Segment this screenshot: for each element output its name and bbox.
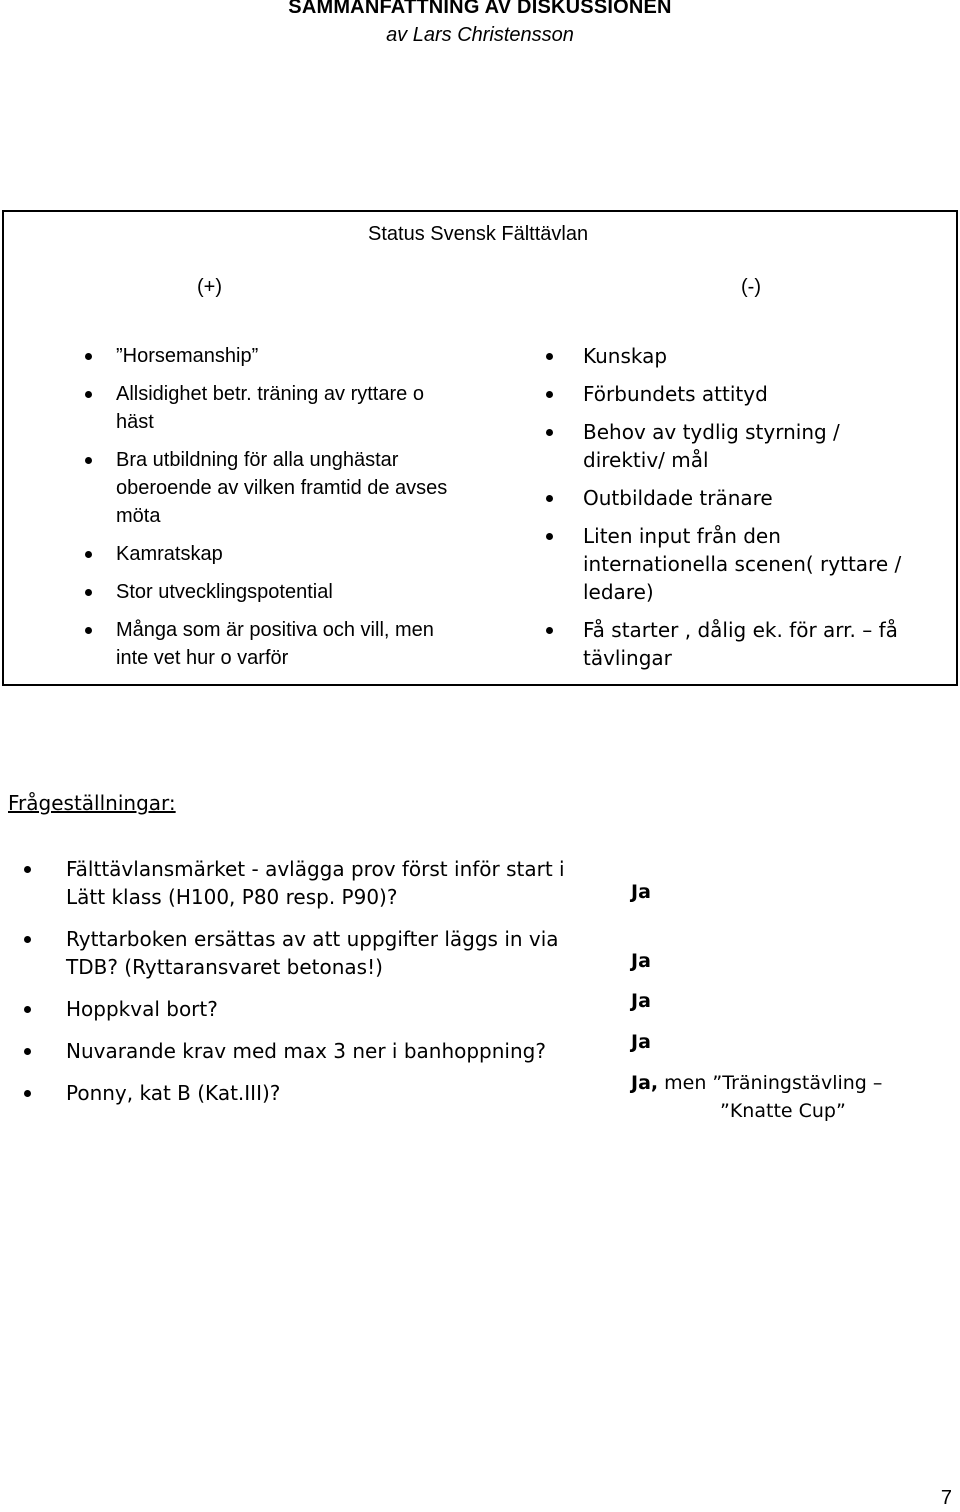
question-item: Nuvarande krav med max 3 ner i banhoppning? (66, 1037, 586, 1065)
questions-heading: Frågeställningar: (8, 791, 176, 815)
plus-list-item: ”Horsemanship” (116, 342, 466, 370)
document-title: SAMMANFATTNING AV DISKUSSIONEN (288, 0, 672, 18)
plus-column-heading: (+) (197, 276, 222, 298)
minus-list-item: Outbildade tränare (583, 484, 928, 512)
document-subtitle: av Lars Christensson (386, 24, 574, 46)
bullet-icon (546, 391, 553, 398)
bullet-icon (546, 627, 553, 634)
answer-4: Ja (631, 1031, 651, 1053)
bullet-icon (24, 1006, 31, 1013)
answer-5: Ja, men ”Träningstävling – (631, 1072, 883, 1094)
minus-column-heading: (-) (741, 276, 761, 298)
bullet-icon (24, 866, 31, 873)
bullet-icon (24, 936, 31, 943)
bullet-icon (85, 353, 92, 360)
bullet-icon (85, 457, 92, 464)
answer-2: Ja (631, 950, 651, 972)
plus-list-item: Kamratskap (116, 540, 466, 568)
question-item: Hoppkval bort? (66, 995, 586, 1023)
bullet-icon (546, 495, 553, 502)
minus-list-item: Kunskap (583, 342, 928, 370)
page-number: 7 (940, 1487, 952, 1509)
plus-list-item: Bra utbildning för alla unghästar oberoende av vilken framtid de avses möta (116, 446, 466, 530)
bullet-icon (24, 1090, 31, 1097)
answer-3: Ja (631, 990, 651, 1012)
minus-list-item: Förbundets attityd (583, 380, 928, 408)
questions-list (66, 855, 586, 1107)
plus-list (116, 342, 466, 672)
bullet-icon (546, 353, 553, 360)
plus-list-item: Många som är positiva och vill, men inte vet hur o varför (116, 616, 466, 672)
bullet-icon (85, 589, 92, 596)
minus-list-item: Liten input från den internationella scenen( ryttare / ledare) (583, 522, 928, 606)
status-box-title: Status Svensk Fälttävlan (368, 223, 589, 245)
bullet-icon (546, 533, 553, 540)
bullet-icon (24, 1048, 31, 1055)
minus-list-item: Behov av tydlig styrning / direktiv/ mål (583, 418, 928, 474)
answer-5-continued: ”Knatte Cup” (720, 1100, 846, 1122)
bullet-icon (85, 551, 92, 558)
bullet-icon (85, 391, 92, 398)
minus-list-item: Få starter , dålig ek. för arr. – få tävlingar (583, 616, 928, 672)
bullet-icon (85, 627, 92, 634)
answer-1: Ja (631, 881, 651, 903)
minus-list (583, 342, 928, 672)
question-item: Ponny, kat B (Kat.III)? (66, 1079, 586, 1107)
bullet-icon (546, 429, 553, 436)
plus-list-item: Allsidighet betr. träning av ryttare o häst (116, 380, 466, 436)
question-item: Fälttävlansmärket - avlägga prov först inför start i Lätt klass (H100, P80 resp. P90)? (66, 855, 586, 911)
plus-list-item: Stor utvecklingspotential (116, 578, 466, 606)
question-item: Ryttarboken ersättas av att uppgifter läggs in via TDB? (Ryttaransvaret betonas!) (66, 925, 586, 981)
